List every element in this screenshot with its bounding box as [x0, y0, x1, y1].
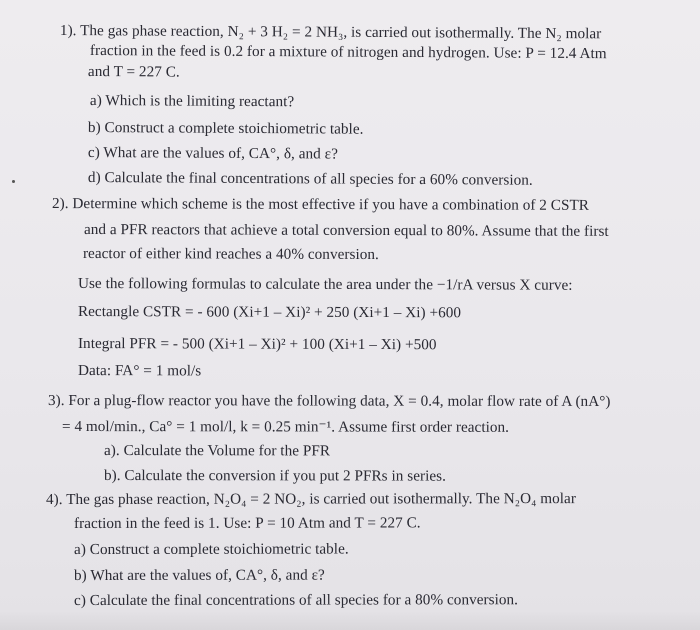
- problem-4-line-1: 4). The gas phase reaction, N₂O₄ = 2 NO₂, is carried out isothermally. The N₂O₄ molar: [46, 490, 576, 508]
- problem-2-line-2: and a PFR reactors that achieve a total conversion equal to 80%. Assume that the first: [83, 221, 609, 240]
- page-bottom-shadow: [0, 610, 700, 630]
- problem-3-part-b: b). Calculate the conversion if you put 2 PFRs in series.: [103, 467, 446, 485]
- problem-4-part-c: c) Calculate the final concentrations of all species for a 80% conversion.: [74, 591, 518, 609]
- problem-4-part-b: b) What are the values of, CA°, δ, and ε?: [74, 566, 325, 584]
- problem-3-part-a: a). Calculate the Volume for the PFR: [103, 442, 331, 460]
- problem-1-part-a: a) Which is the limiting reactant?: [89, 92, 295, 111]
- stray-dot-mark: [12, 180, 15, 183]
- problem-2-data: Data: FA° = 1 mol/s: [77, 362, 202, 380]
- problem-1-line-3: and T = 227 C.: [87, 63, 180, 81]
- problem-1-part-d: d) Calculate the final concentrations of all species for a 60% conversion.: [87, 169, 533, 189]
- problem-3-line-2: = 4 mol/min., Ca° = 1 mol/l, k = 0.25 min⁻¹. Assume first order reaction.: [61, 418, 510, 436]
- problem-1-line-1: 1). The gas phase reaction, N₂ + 3 H₂ = 2 NH₃, is carried out isothermally. The N₂ molar: [59, 22, 602, 43]
- problem-4-line-2: fraction in the feed is 1. Use: P = 10 Atm and T = 227 C.: [74, 514, 421, 532]
- problem-1-part-c: c) What are the values of, CA°, δ, and ε?: [87, 144, 338, 163]
- problem-2-cstr-formula: Rectangle CSTR = - 600 (Xi+1 – Xi)² + 250 (Xi+1 – Xi) +600: [77, 303, 462, 322]
- problem-4-part-a: a) Construct a complete stoichiometric table.: [74, 540, 349, 558]
- problem-2-line-3: reactor of either kind reaches a 40% conversion.: [82, 245, 379, 264]
- problem-2-line-1: 2). Determine which scheme is the most effective if you have a combination of 2 CSTR: [51, 195, 590, 214]
- problem-1-part-b: b) Construct a complete stoichiometric table.: [87, 119, 364, 138]
- problem-2-pfr-formula: Integral PFR = - 500 (Xi+1 – Xi)² + 100 (Xi+1 – Xi) +500: [77, 335, 437, 354]
- problem-1-line-2: fraction in the feed is 0.2 for a mixture of nitrogen and hydrogen. Use: P = 12.4 Atm: [89, 42, 607, 63]
- problem-3-line-1: 3). For a plug-flow reactor you have the following data, X = 0.4, molar flow rate of A (nA°): [47, 392, 611, 410]
- problem-2-formula-intro: Use the following formulas to calculate the area under the −1/rA versus X curve:: [77, 275, 573, 294]
